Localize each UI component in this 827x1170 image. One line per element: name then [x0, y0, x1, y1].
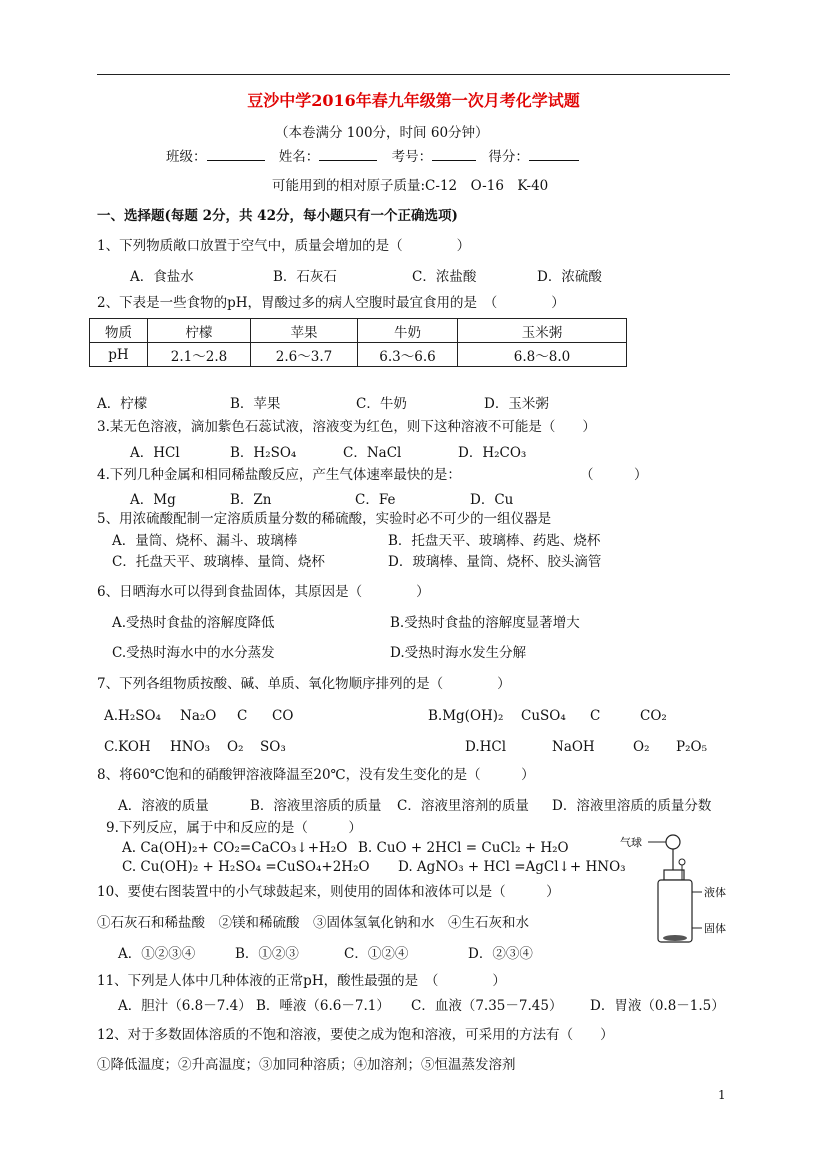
- q11-option-d: D．胃液（0.8－1.5）: [590, 998, 725, 1014]
- q1-stem: 1、下列物质敞口放置于空气中，质量会增加的是（ ）: [97, 238, 471, 254]
- no-label: 考号：: [391, 149, 433, 165]
- q3-option-a: A．HCl: [130, 445, 180, 461]
- q5-stem: 5、用浓硫酸配制一定溶质质量分数的稀硫酸，实验时必不可少的一组仪器是: [97, 511, 552, 527]
- q6-stem: 6、日晒海水可以得到食盐固体，其原因是（ ）: [97, 584, 430, 600]
- q2-option-c: C．牛奶: [356, 396, 407, 412]
- section-heading: 一、选择题(每题 2分，共 42分，每小题只有一个正确选项): [97, 208, 458, 224]
- class-label: 班级：: [166, 149, 207, 165]
- q2-option-b: B．苹果: [230, 396, 281, 412]
- q1-option-b: B．石灰石: [273, 269, 337, 285]
- q5-option-d: D．玻璃棒、量筒、烧杯、胶头滴管: [388, 554, 602, 570]
- table-cell: pH: [90, 343, 148, 367]
- header-rule: [97, 74, 730, 75]
- q3-option-d: D．H₂CO₃: [458, 445, 527, 461]
- q4-paren: （ ）: [580, 467, 648, 483]
- q7-a-2: Na₂O: [180, 708, 217, 724]
- stopper-icon: [664, 870, 684, 880]
- table-cell: 物质: [90, 319, 148, 343]
- q10-option-b: B．①②③: [235, 946, 299, 962]
- q6-option-a: A.受热时食盐的溶解度降低: [112, 615, 275, 631]
- q11-option-c: C．血液（7.35－7.45）: [411, 998, 563, 1014]
- q7-c-3: O₂: [227, 739, 244, 755]
- q7-b-4: CO₂: [640, 708, 667, 724]
- q6-option-c: C.受热时海水中的水分蒸发: [112, 645, 275, 661]
- no-blank[interactable]: [432, 147, 476, 161]
- q2-stem: 2、下表是一些食物的pH，胃酸过多的病人空腹时最宜食用的是 （ ）: [97, 295, 565, 311]
- q7-a-1: A.H₂SO₄: [104, 708, 161, 724]
- q8-stem: 8、将60℃饱和的硝酸钾溶液降温至20℃，没有发生变化的是（ ）: [97, 767, 535, 783]
- q1-option-a: A．食盐水: [130, 269, 194, 285]
- q8-option-c: C．溶液里溶剂的质量: [397, 798, 529, 814]
- q7-d-1: D.HCl: [465, 739, 507, 755]
- q8-option-a: A．溶液的质量: [118, 798, 209, 814]
- q7-c-1: C.KOH: [104, 739, 151, 755]
- table-cell: 2.1～2.8: [148, 343, 251, 367]
- atomic-masses: 可能用到的相对原子质量:C-12 O-16 K-40: [272, 178, 549, 194]
- score-blank[interactable]: [529, 147, 579, 161]
- score-label: 得分：: [488, 149, 529, 165]
- q4-stem: 4.下列几种金属和相同稀盐酸反应，产生气体速率最快的是：: [97, 467, 461, 483]
- page-title: 豆沙中学2016年春九年级第一次月考化学试题: [247, 91, 580, 110]
- q5-option-c: C．托盘天平、玻璃棒、量筒、烧杯: [112, 554, 325, 570]
- q10-option-a: A．①②③④: [118, 946, 196, 962]
- q7-c-2: HNO₃: [170, 739, 211, 755]
- q7-b-2: CuSO₄: [521, 708, 566, 724]
- q7-c-4: SO₃: [260, 739, 286, 755]
- funnel-top-icon: [679, 859, 685, 865]
- table-cell: 6.3～6.6: [358, 343, 458, 367]
- q1-option-c: C．浓盐酸: [412, 269, 477, 285]
- q7-b-3: C: [590, 708, 601, 724]
- q12-items: ①降低温度；②升高温度；③加同种溶质；④加溶剂；⑤恒温蒸发溶剂: [97, 1057, 516, 1073]
- table-cell: 6.8～8.0: [458, 343, 627, 367]
- q11-option-b: B．唾液（6.6－7.1）: [256, 998, 390, 1014]
- table-row: [90, 343, 627, 367]
- balloon-icon: [666, 835, 680, 849]
- apparatus-figure: [612, 830, 742, 950]
- subtitle: （本卷满分 100分，时间 60分钟）: [275, 125, 489, 141]
- q7-d-3: O₂: [633, 739, 650, 755]
- q6-option-d: D.受热时海水发生分解: [390, 645, 527, 661]
- q9-option-a: A. Ca(OH)₂+ CO₂=CaCO₃↓+H₂O: [122, 840, 348, 856]
- q11-stem: 11、下列是人体中几种体液的正常pH，酸性最强的是 （ ）: [97, 973, 506, 989]
- q4-option-d: D．Cu: [470, 492, 514, 508]
- q9-option-b: B. CuO + 2HCl = CuCl₂ + H₂O: [358, 840, 569, 856]
- name-blank[interactable]: [319, 147, 377, 161]
- q9-stem: 9.下列反应，属于中和反应的是（ ）: [106, 820, 362, 836]
- bottle-icon: [658, 880, 692, 942]
- q2-option-a: A．柠檬: [97, 396, 148, 412]
- q9-option-c: C. Cu(OH)₂ + H₂SO₄ =CuSO₄+2H₂O: [122, 859, 370, 875]
- info-line: [166, 147, 579, 166]
- balloon-label: 气球: [620, 836, 642, 849]
- q4-option-c: C．Fe: [355, 492, 396, 508]
- solid-label: 固体: [704, 922, 726, 935]
- solid-icon: [663, 935, 687, 941]
- q7-a-4: CO: [272, 708, 294, 724]
- q9-option-d: D. AgNO₃ + HCl =AgCl↓+ HNO₃: [398, 859, 626, 875]
- q5-option-b: B．托盘天平、玻璃棒、药匙、烧杯: [388, 533, 601, 549]
- q10-stem: 10、要使右图装置中的小气球鼓起来，则使用的固体和液体可以是（ ）: [97, 884, 560, 900]
- table-cell: 苹果: [251, 319, 358, 343]
- table-cell: 2.6～3.7: [251, 343, 358, 367]
- q5-option-a: A．量筒、烧杯、漏斗、玻璃棒: [112, 533, 298, 549]
- q10-option-c: C．①②④: [344, 946, 409, 962]
- name-label: 姓名：: [278, 149, 320, 165]
- q2-option-d: D．玉米粥: [484, 396, 549, 412]
- q12-stem: 12、对于多数固体溶质的不饱和溶液，要使之成为饱和溶液，可采用的方法有（ ）: [97, 1027, 614, 1043]
- q7-d-4: P₂O₅: [676, 739, 707, 755]
- q1-option-d: D．浓硫酸: [537, 269, 602, 285]
- q11-option-a: A．胆汁（6.8－7.4）: [118, 998, 252, 1014]
- q10-items: ①石灰石和稀盐酸 ②镁和稀硫酸 ③固体氢氧化钠和水 ④生石灰和水: [97, 915, 529, 931]
- q8-option-d: D．溶液里溶质的质量分数: [552, 798, 712, 814]
- table-row: [90, 319, 627, 343]
- q4-option-b: B．Zn: [230, 492, 272, 508]
- ph-table: [89, 318, 627, 367]
- liquid-label: 液体: [704, 886, 726, 899]
- class-blank[interactable]: [207, 147, 265, 161]
- q6-option-b: B.受热时食盐的溶解度显著增大: [390, 615, 580, 631]
- q10-option-d: D．②③④: [468, 946, 533, 962]
- table-cell: 玉米粥: [458, 319, 627, 343]
- q4-option-a: A．Mg: [130, 492, 176, 508]
- table-cell: 牛奶: [358, 319, 458, 343]
- q7-d-2: NaOH: [552, 739, 595, 755]
- table-cell: 柠檬: [148, 319, 251, 343]
- q3-option-c: C．NaCl: [343, 445, 402, 461]
- q3-option-b: B．H₂SO₄: [230, 445, 297, 461]
- q8-option-b: B．溶液里溶质的质量: [250, 798, 382, 814]
- q3-stem: 3.某无色溶液，滴加紫色石蕊试液，溶液变为红色，则下这种溶液不可能是（ ）: [97, 419, 596, 435]
- page-number: 1: [718, 1088, 726, 1102]
- q7-b-1: B.Mg(OH)₂: [428, 708, 504, 724]
- q7-a-3: C: [237, 708, 248, 724]
- q7-stem: 7、下列各组物质按酸、碱、单质、氧化物顺序排列的是（ ）: [97, 676, 511, 692]
